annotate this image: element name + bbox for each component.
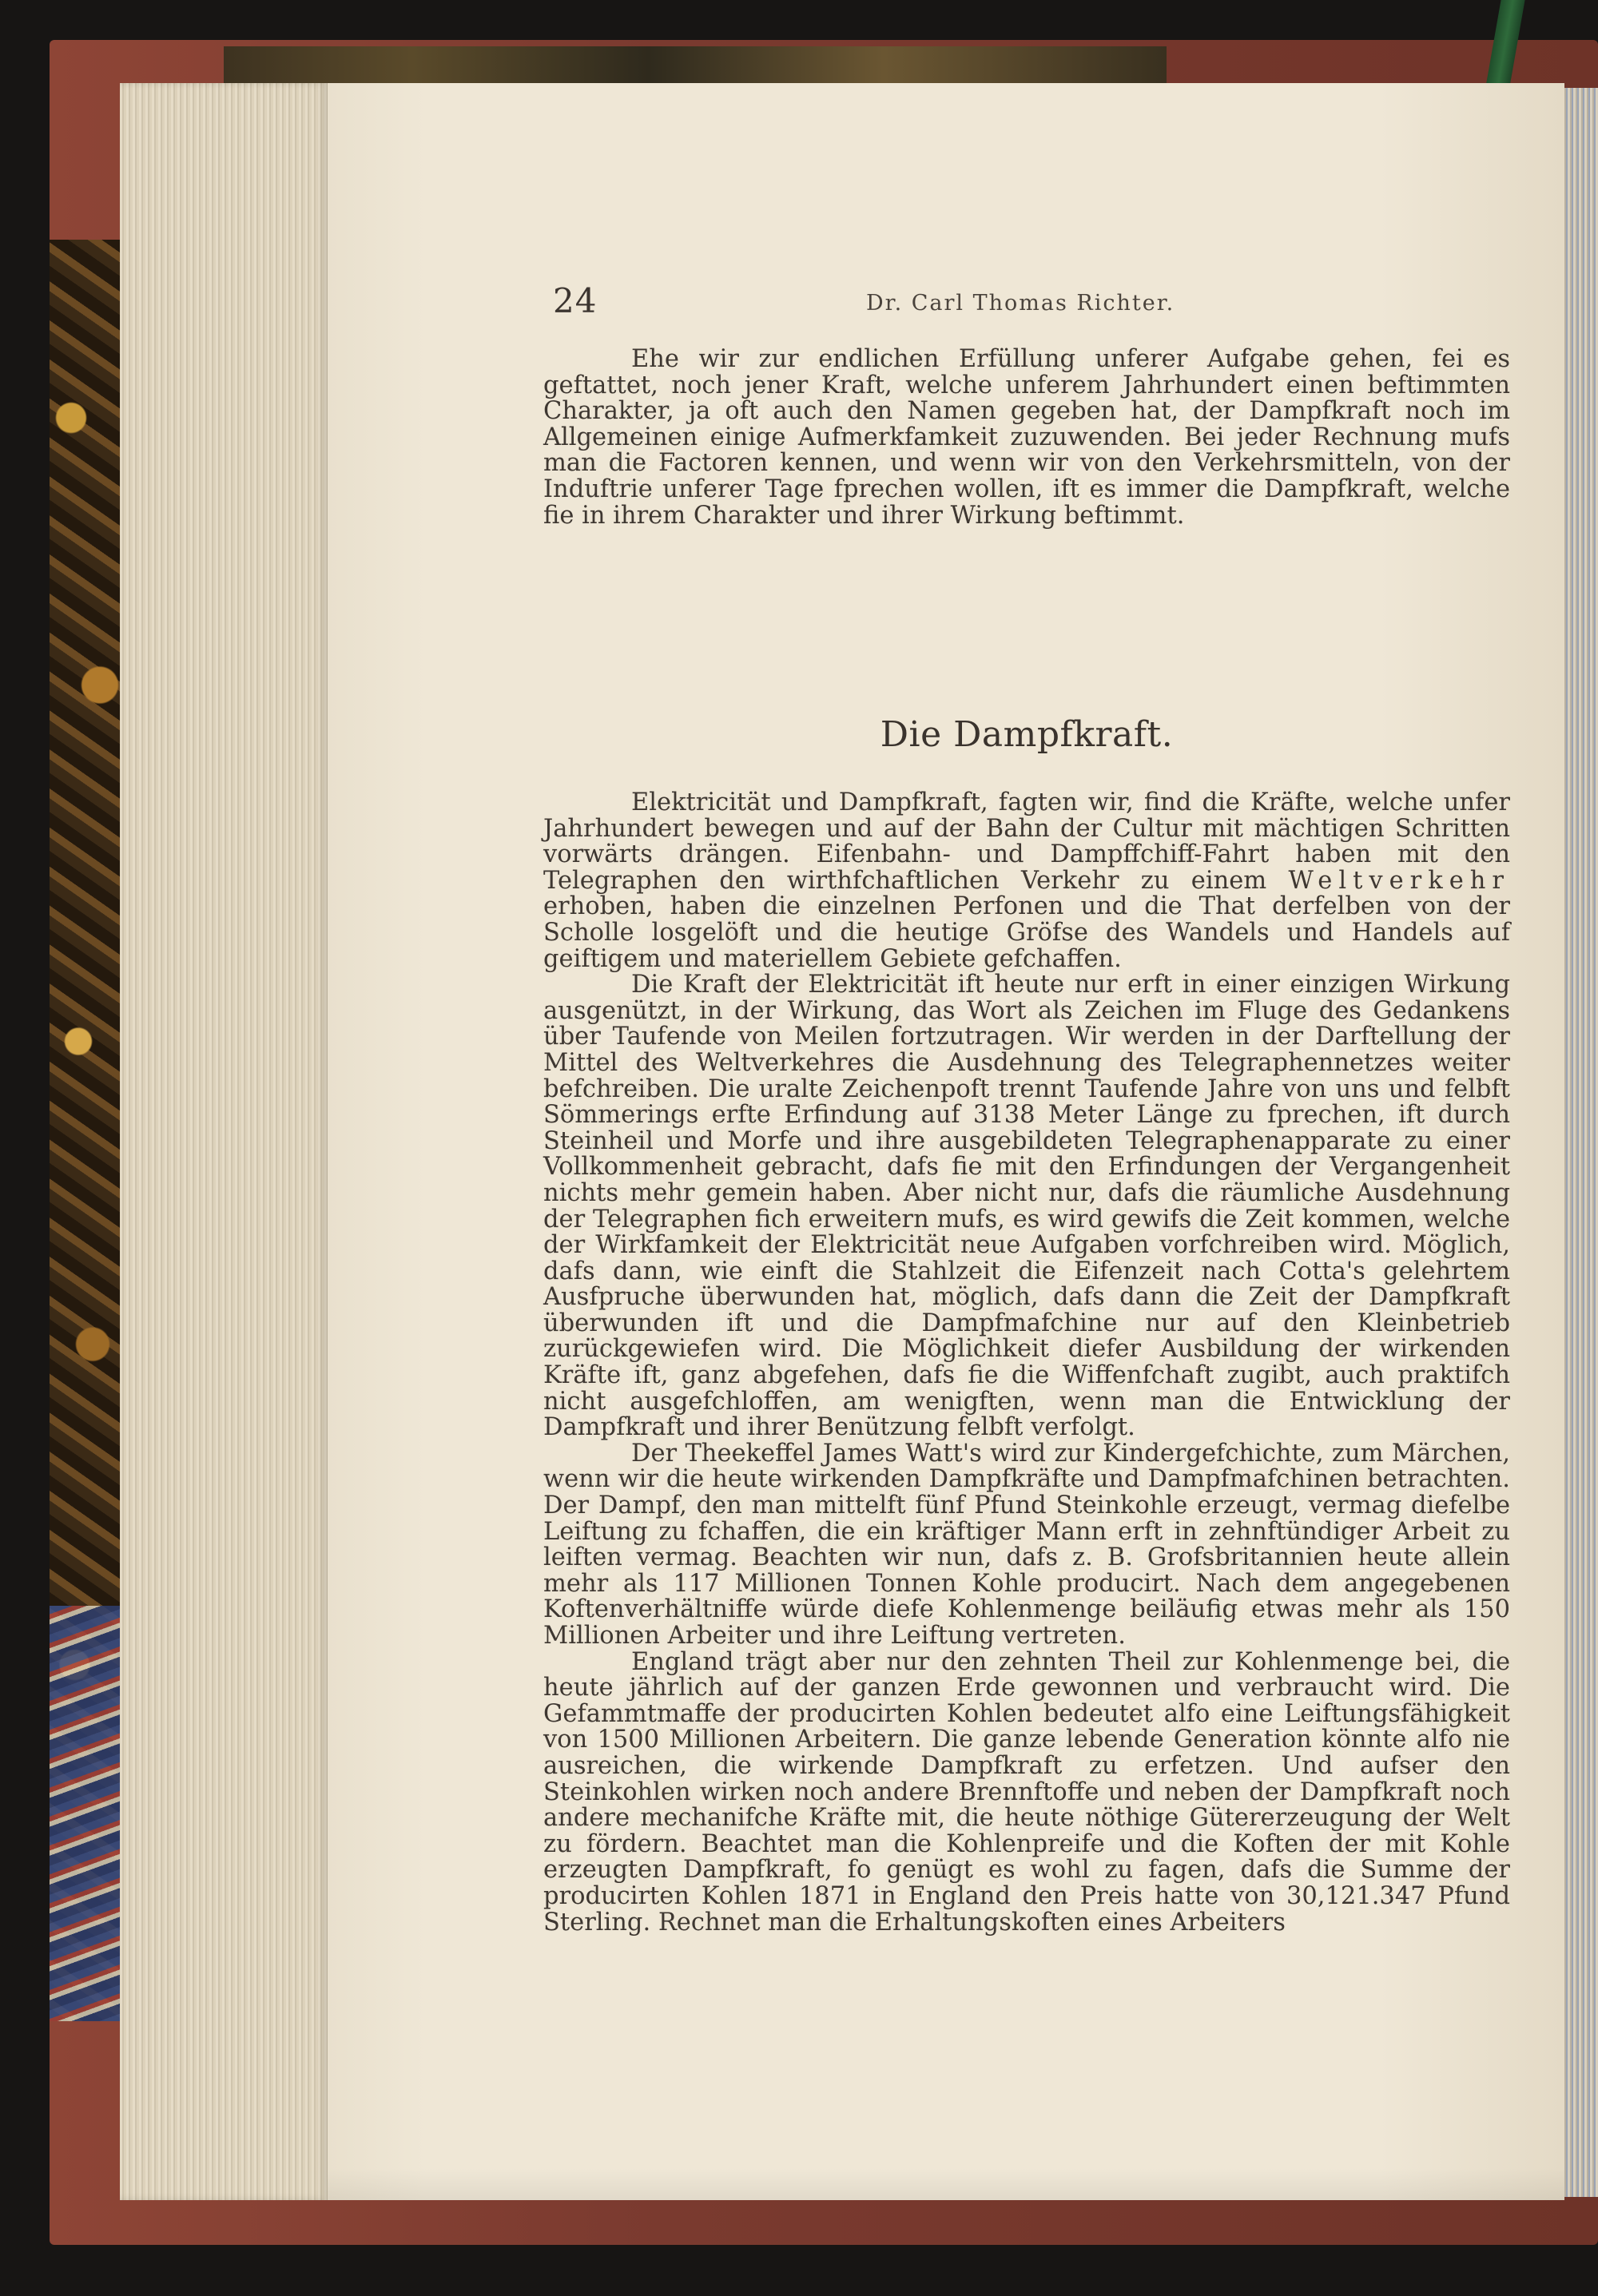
page-number: 24 [553,281,598,320]
marbled-endpaper-lower [50,1606,121,2021]
paragraph-4: England trägt aber nur den zehnten Theil zur Kohlenmenge bei, die heute jährlich auf der ganzen Erde gewonnen und verbraucht wird. Die Gefammtmaffe der producirten Kohlen bedeutet alfo eine Leiftungsfähigkeit von 1500 Millionen Arbeitern. Die ganze lebende Generation könnte alfo nie ausreichen, die wirkende Dampfkraft zu erfetzen. Und aufser den Steinkohlen wirken noch andere Brennftoffe und neben der Dampfkraft noch andere mechanifche Kräfte mit, die heute nöthige Gütererzeugung der Welt zu fördern. Beachtet man die Kohlenpreife und die Koften der mit Kohle erzeugten Dampfkraft, fo genügt es wohl zu fagen, dafs die Summe der producirten Kohlen 1871 in England den Preis hatte von 30,121.347 Pfund Sterling. Rechnet man die Erhaltungskoften eines Arbeiters [543,1647,1510,1937]
intro-paragraph: Ehe wir zur endlichen Erfüllung unferer Aufgabe gehen, fei es geftattet, noch jener Kraft, welche unferem Jahrhundert einen beftimmten Charakter, ja oft auch den Namen gegeben hat, der Dampfkraft noch im Allgemeinen einige Aufmerkfamkeit zuzuwenden. Bei jeder Rechnung mufs man die Factoren kennen, und wenn wir von den Verkehrsmitteln, von der Induftrie unferer Tage fprechen wollen, ift es immer die Dampfkraft, welche fie in ihrem Charakter und ihrer Wirkung beftimmt. [543,345,1510,530]
page-shadow [328,2168,1564,2200]
paragraph-1-end: erhoben, haben die einzelnen Perfonen und die That derfelben von der Scholle losgelöft und die heutige Gröfse des Wandels und Handels auf geiftigem und materiellem Gebiete gefchaffen. [543,892,1510,973]
paragraph-2: Die Kraft der Elektricität ift heute nur erft in einer einzigen Wirkung ausgenützt, in der Wirkung, das Wort als Zeichen im Fluge des Gedankens über Taufende von Meilen fortzutragen. Wir werden in der Darftellung der Mittel des Weltverkehres die Ausdehnung des Telegraphennetzes weiter befchreiben. Die uralte Zeichenpoft trennt Taufende Jahre von uns und felbft Sömmerings erfte Erfindung auf 3138 Meter Länge zu fprechen, ift durch Steinheil und Morfe und ihre ausgebildeten Telegraphenapparate zu einer Vollkommenheit gebracht, dafs fie mit den Erfindungen der Vergangenheit nichts mehr gemein haben. Aber nicht nur, dafs die räumliche Ausdehnung der Telegraphen fich erweitern mufs, es wird gewifs die Zeit kommen, welche der Wirkfamkeit der Elektricität neue Aufgaben vorfchreiben wird. Möglich, dafs dann, wie einft die Stahlzeit die Eifenzeit nach Cotta's gelehrtem Ausfpruche überwunden hat, möglich, dafs dann die Zeit der Dampfkraft überwunden ift und die Dampfmafchine nur auf den Kleinbetrieb zurückgewiefen wird. Die Möglichkeit diefer Ausbildung der wirkenden Kräfte ift, ganz abgefehen, dafs fie die Wiffenfchaft zugibt, auch praktifch nicht ausgefchloffen, am wenigften, wenn man die Entwicklung der Dampfkraft und ihrer Benützung felbft verfolgt. [543,971,1510,1442]
page-block-edge [120,83,328,2200]
section-body [543,790,1510,1936]
running-title: Dr. Carl Thomas Richter. [866,291,1175,316]
section-heading: Die Dampfkraft. [880,714,1174,755]
paragraph-1 [543,790,1510,972]
spaced-emphasis: Weltverkehr [1288,866,1510,895]
book-page [328,83,1564,2200]
facing-page-edges [1562,88,1598,2197]
paragraph-3: Der Theekeffel James Watt's wird zur Kindergefchichte, zum Märchen, wenn wir die heute wirkenden Dampfkräfte und Dampfmafchinen betrachten. Der Dampf, den man mittelft fünf Pfund Steinkohle erzeugt, vermag diefelbe Leiftung zu fchaffen, die ein kräftiger Mann erft in zehnftündiger Arbeit zu leiften vermag. Beachten wir nun, dafs z. B. Grofsbritannien heute allein mehr als 117 Millionen Tonnen Kohle producirt. Nach dem angegebenen Koftenverhältniffe würde diefe Kohlenmenge beiläufig etwas mehr als 150 Millionen Arbeiter und ihre Leiftung vertreten. [543,1439,1510,1650]
running-head [553,281,1512,329]
paragraph-1-start: Elektricität und Dampfkraft, fagten wir, find die Kräfte, welche unfer Jahrhundert bewegen und auf der Bahn der Cultur mit mächtigen Schritten vorwärts drängen. Eifenbahn- und Dampffchiff-Fahrt haben mit den Telegraphen den wirthfchaftlichen Verkehr zu einem [543,789,1510,895]
intro-text [543,347,1510,529]
